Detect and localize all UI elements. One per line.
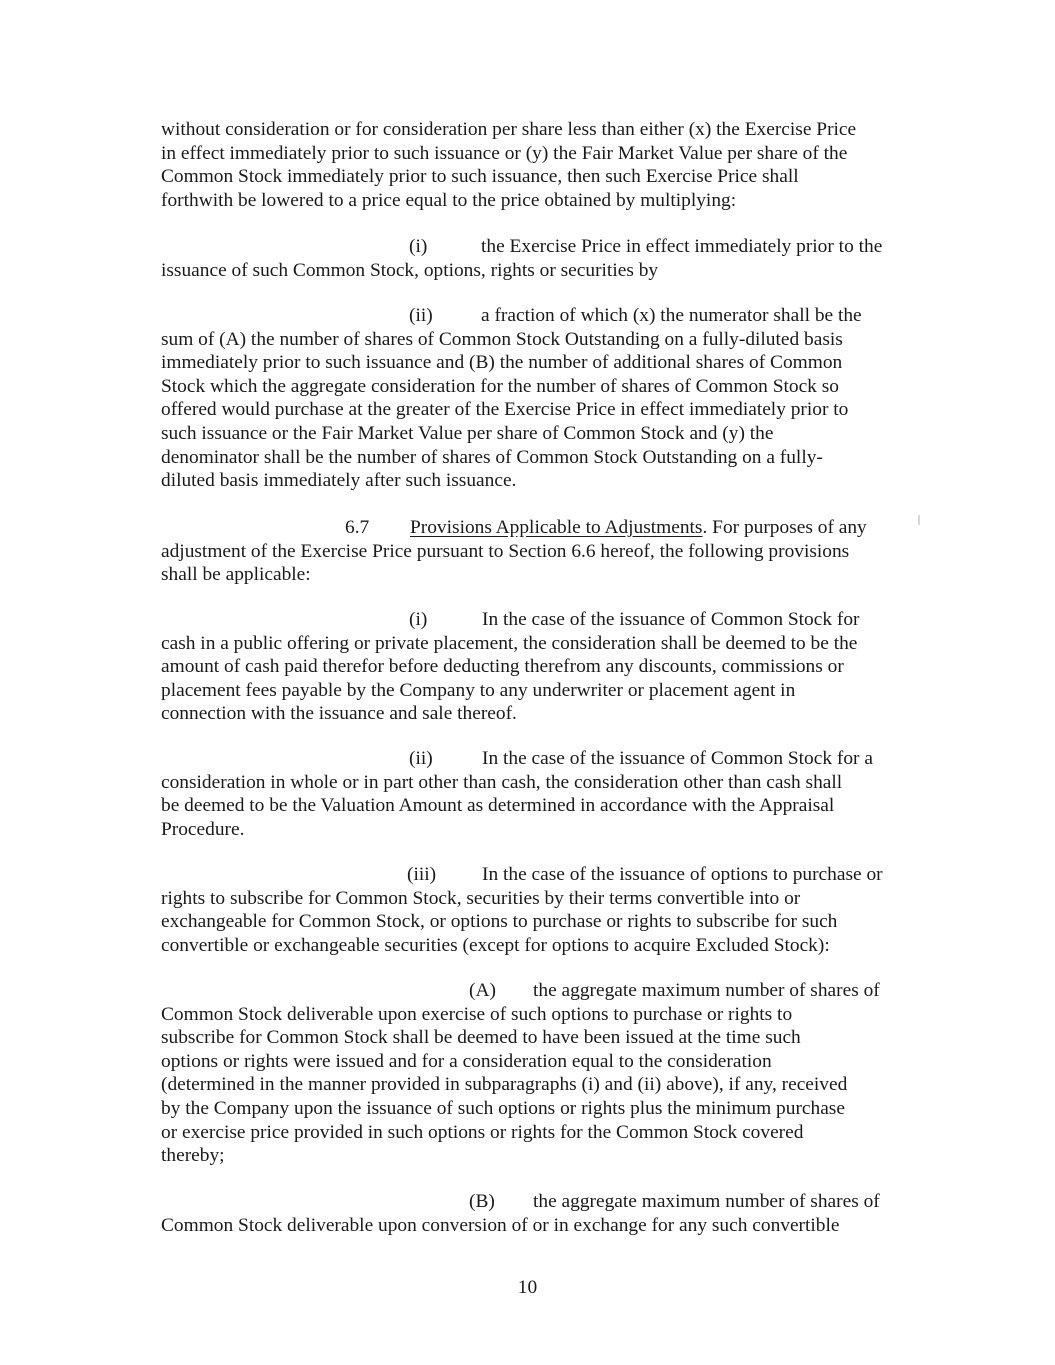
text-line: (determined in the manner provided in subparagraphs (i) and (ii) above), if any, received <box>161 1074 848 1096</box>
paragraph-sub-i <box>161 608 906 726</box>
text-line: convertible or exchangeable securities (except for options to acquire Excluded Stock): <box>161 934 830 956</box>
clause-lead-line <box>161 304 906 328</box>
text-line: rights to subscribe for Common Stock, securities by their terms convertible into or <box>161 887 801 909</box>
text-line: Procedure. <box>161 818 245 840</box>
clause-number: (ii) <box>409 748 433 769</box>
section-number: 6.7 <box>345 517 370 538</box>
text-line: cash in a public offering or private placement, the consideration shall be deemed to be the <box>161 632 858 654</box>
text-line: be deemed to be the Valuation Amount as determined in accordance with the Appraisal <box>161 795 835 817</box>
paragraph-sub-B <box>161 1190 906 1237</box>
clause-lead-line <box>161 1190 906 1214</box>
text-line: shall be applicable: <box>161 564 311 586</box>
clause-lead-text: the aggregate maximum number of shares of <box>533 980 880 1001</box>
scan-artifact <box>918 515 920 525</box>
clause-lead-line <box>161 979 906 1003</box>
clause-lead-text: In the case of the issuance of options to purchase or <box>482 864 883 885</box>
text-line: Common Stock immediately prior to such issuance, then such Exercise Price shall <box>161 166 799 188</box>
text-line: placement fees payable by the Company to any underwriter or placement agent in <box>161 679 796 701</box>
clause-number: (iii) <box>407 864 437 885</box>
clause-number: (B) <box>469 1191 495 1212</box>
clause-lead-line <box>161 863 906 887</box>
paragraph-sub-iii <box>161 863 906 957</box>
text-line: issuance of such Common Stock, options, rights or securities by <box>161 259 659 281</box>
text-line: Common Stock deliverable upon conversion of or in exchange for any such convertible <box>161 1214 840 1236</box>
section-heading: Provisions Applicable to Adjustments <box>410 517 703 538</box>
text-line: amount of cash paid therefor before deducting therefrom any discounts, commissions or <box>161 656 844 678</box>
section-lead-line <box>161 516 906 540</box>
clause-lead-line <box>161 235 906 259</box>
clause-lead-text: In the case of the issuance of Common Stock for a <box>482 748 873 769</box>
paragraph-clause-i <box>161 235 906 282</box>
text-line: offered would purchase at the greater of the Exercise Price in effect immediately prior to <box>161 399 849 421</box>
text-line: thereby; <box>161 1145 225 1167</box>
clause-number: (A) <box>469 980 496 1001</box>
clause-lead-line <box>161 608 906 632</box>
paragraph-intro <box>161 118 906 212</box>
paragraph-sub-A <box>161 979 906 1168</box>
text-line: Common Stock deliverable upon exercise of such options to purchase or rights to <box>161 1003 793 1025</box>
clause-lead-text: a fraction of which (x) the numerator shall be the <box>481 305 862 326</box>
text-line: immediately prior to such issuance and (B) the number of additional shares of Common <box>161 352 843 374</box>
text-line: Stock which the aggregate consideration for the number of shares of Common Stock so <box>161 375 839 397</box>
text-line: such issuance or the Fair Market Value per share of Common Stock and (y) the <box>161 422 774 444</box>
clause-lead-line <box>161 747 906 771</box>
page-number: 10 <box>517 1277 538 1298</box>
clause-lead-text: the aggregate maximum number of shares of <box>533 1191 880 1212</box>
clause-number: (i) <box>409 236 428 257</box>
clause-number: (i) <box>409 609 428 630</box>
text-line: denominator shall be the number of shares of Common Stock Outstanding on a fully- <box>161 446 823 468</box>
text-line: subscribe for Common Stock shall be deemed to have been issued at the time such <box>161 1027 801 1049</box>
text-line: by the Company upon the issuance of such options or rights plus the minimum purchase <box>161 1097 845 1119</box>
text-line: sum of (A) the number of shares of Common Stock Outstanding on a fully-diluted basis <box>161 328 843 350</box>
text-line: consideration in whole or in part other than cash, the consideration other than cash shall <box>161 771 843 793</box>
text-line: diluted basis immediately after such issuance. <box>161 470 517 492</box>
text-line: without consideration or for consideration per share less than either (x) the Exercise Price <box>161 119 857 140</box>
paragraph-sub-ii <box>161 747 906 841</box>
paragraph-section-6-7 <box>161 516 906 587</box>
text-line: options or rights were issued and for a consideration equal to the consideration <box>161 1050 772 1072</box>
text-line: connection with the issuance and sale thereof. <box>161 703 517 725</box>
clause-lead-text: the Exercise Price in effect immediately prior to the <box>481 236 883 257</box>
paragraph-clause-ii <box>161 304 906 493</box>
text-line: adjustment of the Exercise Price pursuant to Section 6.6 hereof, the following provisions <box>161 540 850 562</box>
section-lead-text: . For purposes of any <box>702 517 867 538</box>
clause-lead-text: In the case of the issuance of Common Stock for <box>482 609 860 630</box>
text-line: in effect immediately prior to such issuance or (y) the Fair Market Value per share of the <box>161 142 848 164</box>
text-line: or exercise price provided in such options or rights for the Common Stock covered <box>161 1121 804 1143</box>
clause-number: (ii) <box>409 305 433 326</box>
text-line: exchangeable for Common Stock, or options to purchase or rights to subscribe for such <box>161 911 838 933</box>
text-line: forthwith be lowered to a price equal to the price obtained by multiplying: <box>161 189 737 211</box>
